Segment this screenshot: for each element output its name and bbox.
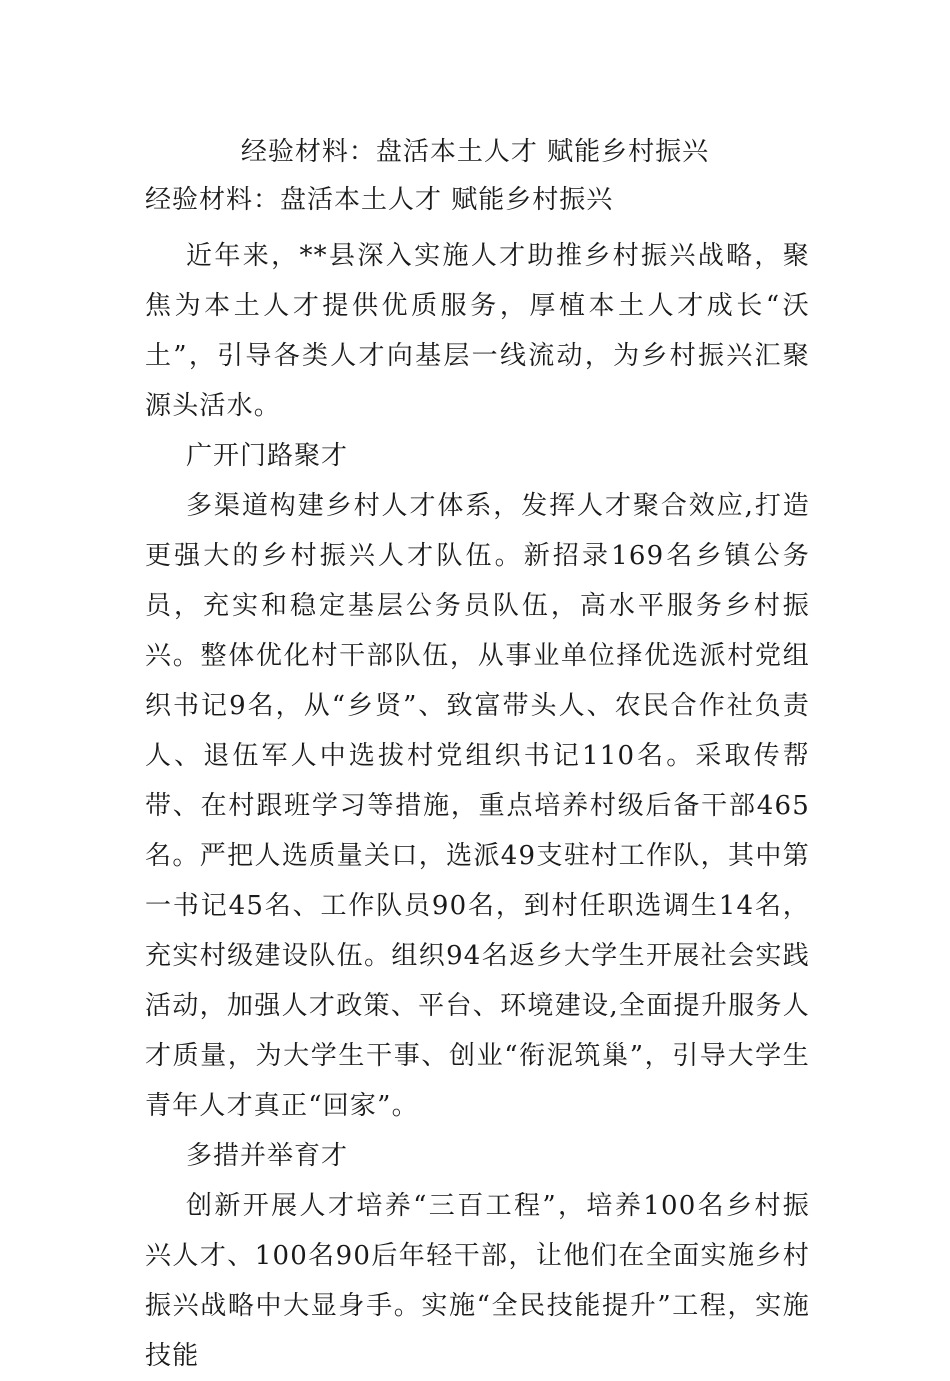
section-body-1: 多渠道构建乡村人才体系，发挥人才聚合效应,打造更强大的乡村振兴人才队伍。新招录169名乡镇公务员，充实和稳定基层公务员队伍，高水平服务乡村振兴。整体优化村干部队伍，从事业单位择优选派村党组织书记9名，从“乡贤”、致富带头人、农民合作社负责人、退伍军人中选拔村党组织书记110名。采取传帮带、在村跟班学习等措施，重点培养村级后备干部465名。严把人选质量关口，选派49支驻村工作队，其中第一书记45名、工作队员90名，到村任职选调生14名，充实村级建设队伍。组织94名返乡大学生开展社会实践活动，加强人才政策、平台、环境建设,全面提升服务人才质量，为大学生干事、创业“衔泥筑巢”，引导大学生青年人才真正“回家”。 bbox=[145, 491, 810, 1121]
document-title: 经验材料：盘活本土人才 赋能乡村振兴 bbox=[240, 137, 710, 167]
document-subtitle: 经验材料：盘活本土人才 赋能乡村振兴 bbox=[145, 185, 614, 215]
document-body bbox=[145, 180, 810, 1381]
section-heading-2: 多措并举育才 bbox=[186, 1141, 349, 1171]
intro-paragraph: 近年来，**县深入实施人才助推乡村振兴战略，聚焦为本土人才提供优质服务，厚植本土人才成长“沃土”，引导各类人才向基层一线流动，为乡村振兴汇聚源头活水。 bbox=[145, 241, 810, 421]
section-body-2: 创新开展人才培养“三百工程”，培养100名乡村振兴人才、100名90后年轻干部，让他们在全面实施乡村振兴战略中大显身手。实施“全民技能提升”工程，实施技能 bbox=[145, 1191, 810, 1371]
section-heading-1: 广开门路聚才 bbox=[186, 441, 349, 471]
